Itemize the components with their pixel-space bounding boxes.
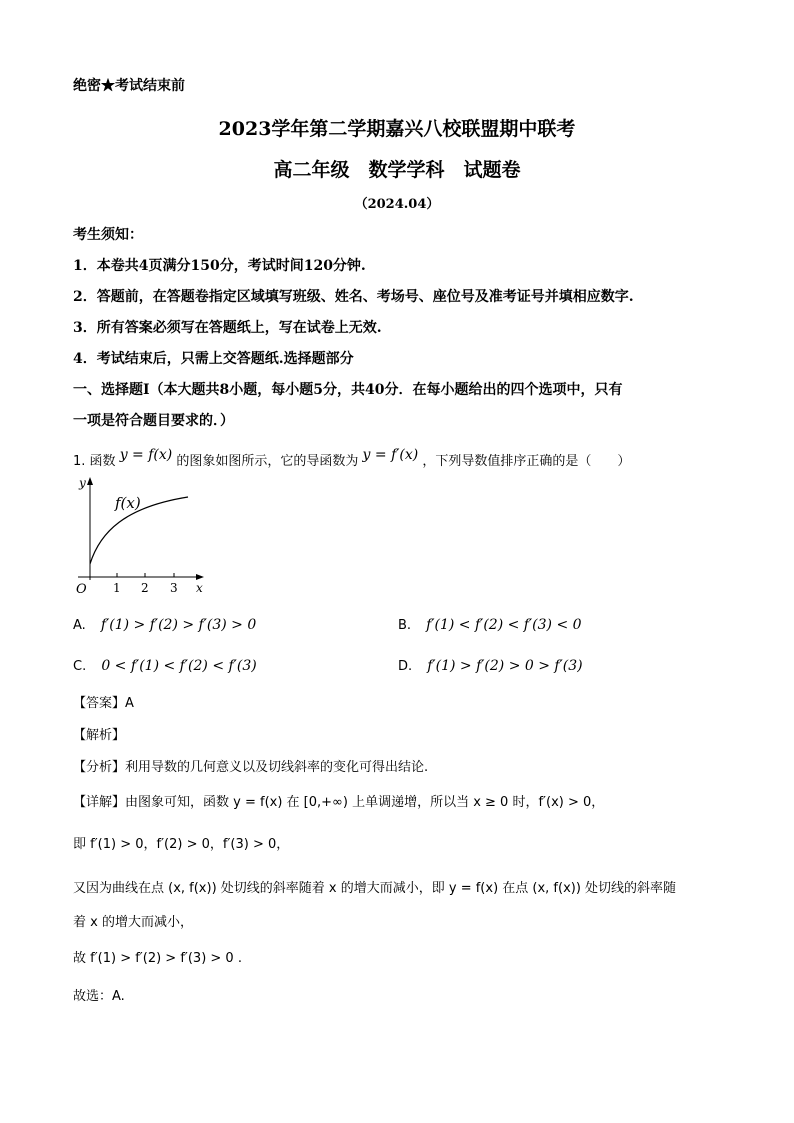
question-text-mid: 的图象如图所示，它的导函数为 xyxy=(176,454,359,469)
fenxi-line xyxy=(73,756,428,775)
question-1-stem xyxy=(73,447,631,469)
y-axis-label: y xyxy=(79,476,86,490)
detail-tag: 【详解】 xyxy=(73,795,126,810)
notice-item-4: 4．考试结束后，只需上交答题纸.选择题部分 xyxy=(73,351,354,367)
option-b-letter: B. xyxy=(398,618,412,633)
curve-label: f(x) xyxy=(115,494,141,512)
exam-date: （2024.04） xyxy=(354,197,440,212)
option-d[interactable] xyxy=(398,655,583,674)
fenxi-text: 利用导数的几何意义以及切线斜率的变化可得出结论. xyxy=(125,760,429,775)
exam-subtitle: 高二年级 数学学科 试题卷 xyxy=(273,159,521,181)
detail-text-1: 由图象可知，函数 y = f(x) 在 [0,+∞) 上单调递增，所以当 x ≥ 0 时，f′(x) > 0， xyxy=(125,795,605,810)
option-c[interactable] xyxy=(73,655,257,674)
option-c-letter: C. xyxy=(73,659,87,674)
x-axis-label: x xyxy=(196,581,203,595)
question-number: 1. 函数 xyxy=(73,454,116,469)
fenxi-tag: 【分析】 xyxy=(73,760,126,775)
option-d-text: f′(1) > f′(2) > 0 > f′(3) xyxy=(427,658,583,674)
notice-item-3: 3．所有答案必须写在答题纸上，写在试卷上无效. xyxy=(73,320,382,336)
function-expression: y = f(x) xyxy=(119,447,173,463)
tick-label-3: 3 xyxy=(170,581,178,595)
analysis-label: 【解析】 xyxy=(73,728,126,743)
tick-label-2: 2 xyxy=(141,581,149,595)
secret-label: 绝密★考试结束前 xyxy=(73,78,185,94)
section-heading-line1: 一、选择题Ⅰ（本大题共8小题，每小题5分，共40分．在每小题给出的四个选项中，只有 xyxy=(73,382,623,398)
section-heading-line2: 一项是符合题目要求的．） xyxy=(73,413,234,429)
function-graph xyxy=(70,472,210,602)
detail-line-3: 又因为曲线在点 (x, f(x)) 处切线的斜率随着 x 的增大而减小，即 y = f(x) 在点 (x, f(x)) 处切线的斜率随 xyxy=(73,881,677,896)
notice-item-2: 2．答题前，在答题卷指定区域填写班级、姓名、考场号、座位号及准考证号并填相应数字. xyxy=(73,289,634,305)
option-d-letter: D. xyxy=(398,659,413,674)
question-text-tail: ，下列导数值排序正确的是（ ） xyxy=(422,454,631,469)
detail-line-4: 着 x 的增大而减小， xyxy=(73,915,193,930)
option-a-letter: A. xyxy=(73,618,86,633)
derivative-expression: y = f′(x) xyxy=(362,447,419,463)
option-a-text: f′(1) > f′(2) > f′(3) > 0 xyxy=(100,617,257,633)
origin-label: O xyxy=(76,582,87,597)
option-b-text: f′(1) < f′(2) < f′(3) < 0 xyxy=(426,617,582,633)
answer-label: 【答案】A xyxy=(73,696,134,711)
option-c-text: 0 < f′(1) < f′(2) < f′(3) xyxy=(101,658,257,674)
notice-item-1: 1．本卷共4页满分150分，考试时间120分钟. xyxy=(73,258,366,274)
detail-line-2: 即 f′(1) > 0，f′(2) > 0，f′(3) > 0， xyxy=(73,837,290,852)
x-axis-arrow xyxy=(196,574,204,580)
y-axis-arrow xyxy=(87,477,93,485)
option-a[interactable] xyxy=(73,614,256,633)
tick-label-1: 1 xyxy=(113,581,121,595)
choose-line: 故选：A. xyxy=(73,989,125,1004)
exam-title: 2023学年第二学期嘉兴八校联盟期中联考 xyxy=(218,118,576,140)
option-b[interactable] xyxy=(398,614,582,633)
notice-heading: 考生须知： xyxy=(73,227,143,243)
detail-line-5: 故 f′(1) > f′(2) > f′(3) > 0 . xyxy=(73,951,242,966)
detail-line-1 xyxy=(73,791,604,810)
